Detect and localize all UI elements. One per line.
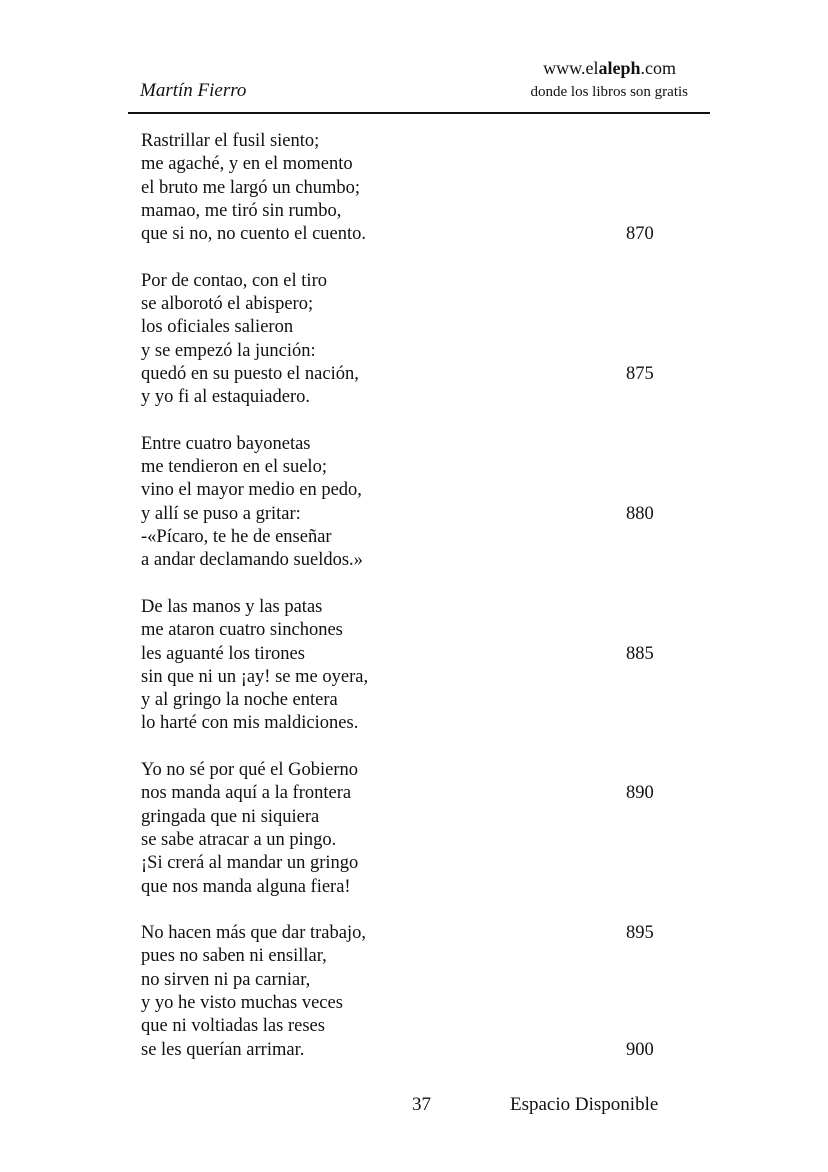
- verse-text: Entre cuatro bayonetas: [141, 433, 311, 454]
- stanza: [141, 433, 681, 573]
- verse-text: mamao, me tiró sin rumbo,: [141, 200, 342, 221]
- verse-line: [141, 829, 681, 852]
- footer-text: Espacio Disponible: [510, 1094, 659, 1115]
- header-rule: [128, 112, 710, 114]
- verse-line: [141, 340, 681, 363]
- line-number: 890: [626, 783, 654, 804]
- verse-line: [141, 922, 681, 945]
- verse-text: ¡Si crerá al mandar un gringo: [141, 853, 359, 874]
- verse-text: Por de contao, con el tiro: [141, 270, 327, 291]
- verse-line: [141, 619, 681, 642]
- page-number: 37: [412, 1094, 431, 1115]
- verse-text: nos manda aquí a la frontera: [141, 783, 352, 804]
- stanza: [141, 922, 681, 1062]
- verse-text: se alborotó el abispero;: [141, 294, 314, 315]
- verse-line: [141, 945, 681, 968]
- verse-line: [141, 479, 681, 502]
- verse-text: sin que ni un ¡ay! se me oyera,: [141, 666, 369, 687]
- verse-line: [141, 969, 681, 992]
- verse-line: [141, 316, 681, 339]
- verse-text: y se empezó la junción:: [141, 340, 316, 361]
- verse-text: me tendieron en el suelo;: [141, 457, 327, 478]
- stanza: [141, 596, 681, 736]
- verse-text: me agaché, y en el momento: [141, 154, 353, 175]
- verse-line: [141, 433, 681, 456]
- line-number: 875: [626, 363, 654, 384]
- verse-text: se les querían arrimar.: [141, 1039, 305, 1060]
- verse-text: y yo he visto muchas veces: [141, 992, 343, 1013]
- site-prefix: www.el: [543, 58, 599, 78]
- verse-line: [141, 666, 681, 689]
- verse-text: gringada que ni siquiera: [141, 806, 320, 827]
- verse-line: [141, 782, 681, 805]
- verse-line: [141, 1015, 681, 1038]
- verse-text: el bruto me largó un chumbo;: [141, 177, 361, 198]
- site-suffix: .com: [640, 58, 676, 78]
- verse-text: Rastrillar el fusil siento;: [141, 131, 320, 151]
- verse-line: [141, 806, 681, 829]
- book-title: Martín Fierro: [140, 80, 247, 101]
- verse-line: [141, 992, 681, 1015]
- line-number: 885: [626, 643, 654, 664]
- verse-text: pues no saben ni ensillar,: [141, 946, 327, 967]
- verse-text: me ataron cuatro sinchones: [141, 620, 343, 641]
- verse-text: les aguanté los tirones: [141, 643, 305, 664]
- verse-text: y allí se puso a gritar:: [141, 503, 301, 524]
- verse-text: lo harté con mis maldiciones.: [141, 713, 359, 734]
- poem-body: [141, 130, 681, 1085]
- site-url: [543, 58, 676, 79]
- verse-text: vino el mayor medio en pedo,: [141, 480, 362, 501]
- verse-line: [141, 386, 681, 409]
- verse-line: [141, 876, 681, 899]
- verse-line: [141, 223, 681, 246]
- verse-text: los oficiales salieron: [141, 317, 294, 338]
- verse-text: no sirven ni pa carniar,: [141, 969, 311, 990]
- verse-text: De las manos y las patas: [141, 596, 323, 617]
- stanza: [141, 270, 681, 410]
- verse-text: y al gringo la noche entera: [141, 690, 338, 711]
- verse-text: a andar declamando sueldos.»: [141, 550, 363, 571]
- verse-line: [141, 526, 681, 549]
- site-tagline: donde los libros son gratis: [530, 84, 688, 100]
- verse-line: [141, 549, 681, 572]
- verse-line: [141, 363, 681, 386]
- verse-text: que ni voltiadas las reses: [141, 1016, 325, 1037]
- verse-line: [141, 503, 681, 526]
- verse-line: [141, 1039, 681, 1062]
- verse-text: quedó en su puesto el nación,: [141, 363, 359, 384]
- verse-text: No hacen más que dar trabajo,: [141, 923, 366, 944]
- stanza: [141, 759, 681, 899]
- verse-text: se sabe atracar a un pingo.: [141, 829, 337, 850]
- verse-text: y yo fi al estaquiadero.: [141, 387, 311, 408]
- verse-text: que si no, no cuento el cuento.: [141, 224, 367, 245]
- verse-line: [141, 643, 681, 666]
- page-header: [128, 54, 710, 114]
- line-number: 900: [626, 1039, 654, 1060]
- verse-line: [141, 153, 681, 176]
- verse-line: [141, 712, 681, 735]
- verse-line: [141, 270, 681, 293]
- stanza: [141, 130, 681, 246]
- verse-line: [141, 759, 681, 782]
- verse-text: Yo no sé por qué el Gobierno: [141, 760, 359, 781]
- line-number: 895: [626, 923, 654, 944]
- verse-line: [141, 596, 681, 619]
- verse-line: [141, 456, 681, 479]
- site-bold: aleph: [598, 58, 641, 78]
- verse-text: -«Pícaro, te he de enseñar: [141, 527, 332, 548]
- line-number: 880: [626, 503, 654, 524]
- verse-line: [141, 852, 681, 875]
- verse-line: [141, 130, 681, 153]
- verse-line: [141, 689, 681, 712]
- verse-text: que nos manda alguna fiera!: [141, 876, 351, 897]
- verse-line: [141, 200, 681, 223]
- verse-line: [141, 293, 681, 316]
- line-number: 870: [626, 224, 654, 245]
- verse-line: [141, 177, 681, 200]
